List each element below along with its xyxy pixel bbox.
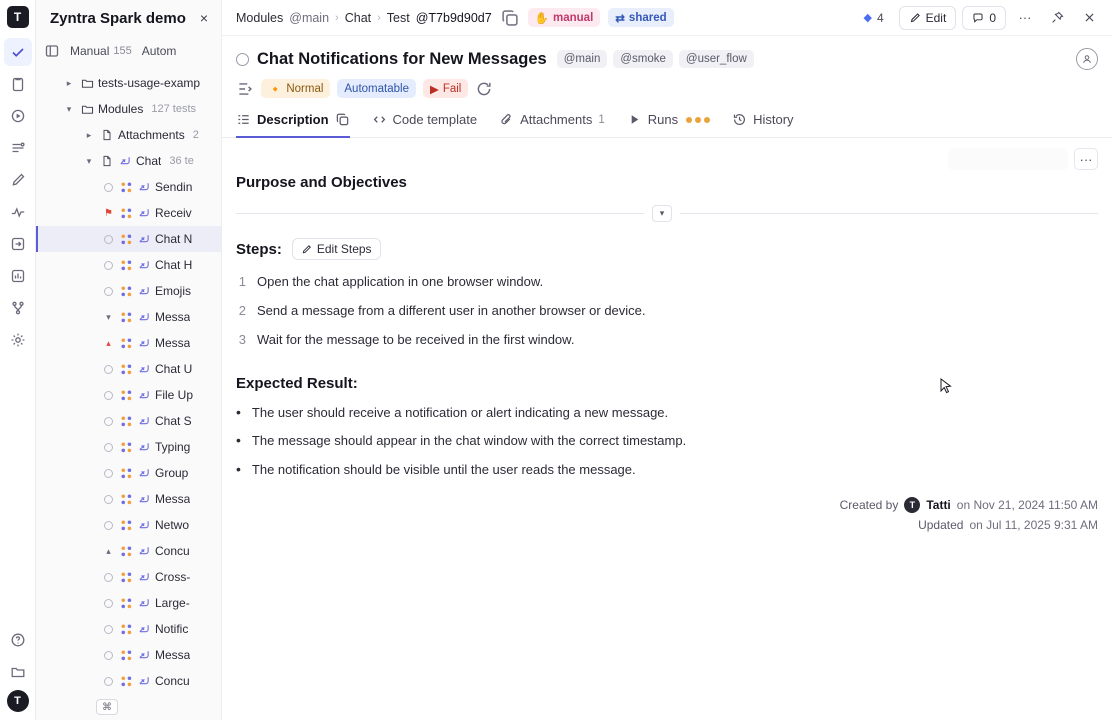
divider-left: [236, 213, 644, 214]
step-item: [236, 332, 1098, 347]
breadcrumb-modules[interactable]: Modules: [236, 10, 284, 25]
paperclip-icon: [499, 112, 514, 127]
flow-icon: [119, 440, 133, 454]
rail-item-settings[interactable]: [4, 326, 32, 354]
tree-node[interactable]: [36, 382, 221, 408]
updated-label: Updated: [918, 518, 964, 532]
step-text: Send a message from a different user in another browser or device.: [257, 303, 646, 318]
status-pending-icon[interactable]: [102, 235, 115, 244]
chip-shared[interactable]: [608, 8, 673, 27]
tab-attachments[interactable]: [499, 112, 605, 138]
step-number: 3: [238, 332, 246, 347]
tree-node[interactable]: [36, 122, 221, 148]
updated-line: [840, 518, 1098, 532]
tag-main[interactable]: @main: [557, 50, 608, 68]
tab-history-label: History: [753, 112, 794, 127]
rail-item-checks[interactable]: [4, 38, 32, 66]
content-toolbar: [948, 148, 1098, 170]
shared-arrow-icon: [137, 648, 151, 662]
play-triangle-icon: [627, 112, 642, 127]
tree-node[interactable]: [36, 356, 221, 382]
rail-item-activity[interactable]: [4, 198, 32, 226]
folder-icon: [80, 76, 94, 90]
step-text: Open the chat application in one browser window.: [257, 274, 544, 289]
rail-item-import[interactable]: [4, 230, 32, 258]
tree-node-label: Attachments: [118, 128, 185, 142]
shared-arrow-icon: [137, 466, 151, 480]
pin-icon[interactable]: [1044, 5, 1070, 31]
rail-item-runs[interactable]: [4, 102, 32, 130]
tree-node[interactable]: [36, 486, 221, 512]
author-name[interactable]: Tatti: [926, 498, 951, 512]
priority-badge[interactable]: [261, 79, 330, 98]
breadcrumb-sep-1: ›: [335, 11, 339, 24]
tree-node-label: Sendin: [155, 180, 193, 194]
tree-node[interactable]: [36, 174, 221, 200]
flow-icon: [119, 414, 133, 428]
rail-item-design[interactable]: [4, 166, 32, 194]
status-pending-icon[interactable]: [102, 651, 115, 660]
shared-arrow-icon: [118, 154, 132, 168]
step-text: Wait for the message to be received in the first window.: [257, 332, 575, 347]
pencil-icon: [909, 12, 921, 24]
status-pending-icon[interactable]: [102, 573, 115, 582]
sidebar-tab-manual-count: 155: [113, 45, 132, 57]
copy-small-icon[interactable]: [335, 112, 350, 127]
flow-icon: [119, 284, 133, 298]
tree-node[interactable]: [36, 148, 221, 174]
page-title: Chat Notifications for New Messages: [257, 49, 547, 68]
chevron-down-icon[interactable]: ▾: [652, 205, 672, 222]
close-icon[interactable]: ×: [199, 10, 209, 26]
created-line: [840, 497, 1098, 513]
avatar[interactable]: [1076, 48, 1098, 70]
shared-arrow-icon: [137, 180, 151, 194]
tree-node[interactable]: [36, 616, 221, 642]
step-number: 1: [238, 274, 246, 289]
tree-node[interactable]: [36, 70, 221, 96]
tree-node-label: Cross-: [155, 570, 191, 584]
app-logo: T: [7, 6, 29, 28]
shared-arrow-icon: [137, 570, 151, 584]
top-bar-actions: [854, 5, 1102, 31]
hand-icon: ✋: [534, 12, 550, 25]
tree-node-label: Group: [155, 466, 189, 480]
shared-arrow-icon: [137, 310, 151, 324]
status-chevron-up-icon[interactable]: ▴: [106, 545, 111, 556]
expected-text: The message should appear in the chat window with the correct timestamp.: [251, 433, 687, 449]
tab-description[interactable]: [236, 112, 350, 138]
list-item: [236, 433, 1098, 448]
status-pending-icon[interactable]: [102, 365, 115, 374]
more-icon[interactable]: ···: [1018, 10, 1032, 25]
tree-node[interactable]: [36, 96, 221, 122]
expected-heading: Expected Result:: [236, 375, 358, 392]
status-pending-icon[interactable]: [102, 677, 115, 686]
comment-icon: [972, 12, 984, 24]
tree-node-label: Chat: [136, 154, 162, 168]
breadcrumb-test-id: @T7b9d90d7: [415, 10, 492, 25]
updated-date: on Jul 11, 2025 9:31 AM: [969, 518, 1098, 532]
expected-text: The user should receive a notification or alert indicating a new message.: [251, 405, 669, 420]
shared-arrow-icon: [137, 414, 151, 428]
chevron-down-icon[interactable]: ▾: [66, 103, 72, 114]
refresh-icon[interactable]: [475, 80, 493, 98]
run-status-dots: [686, 117, 710, 123]
flow-icon: [119, 232, 133, 246]
shared-arrow-icon: [137, 284, 151, 298]
result-badge[interactable]: [423, 79, 468, 98]
tree-node-label: Messa: [155, 310, 191, 324]
tree-node-label: Concu: [155, 544, 190, 558]
shared-arrow-icon: [137, 544, 151, 558]
tab-attachments-count: 1: [598, 113, 605, 126]
title-row: [222, 36, 1112, 70]
edit-steps-label: Edit Steps: [316, 242, 372, 256]
tree-node[interactable]: [36, 226, 221, 252]
tree-node-label: Chat S: [155, 414, 192, 428]
status-pending-icon[interactable]: [102, 391, 115, 400]
chip-manual[interactable]: [528, 8, 601, 27]
chevron-right-icon[interactable]: ▸: [66, 77, 72, 88]
chip-manual-label: manual: [553, 11, 594, 24]
shared-arrow-icon: [137, 596, 151, 610]
tree-node[interactable]: [36, 330, 221, 356]
command-key[interactable]: ⌘: [96, 699, 118, 715]
tree-node-label: Receiv: [155, 206, 192, 220]
project-sidebar: [36, 0, 222, 720]
tab-description-label: Description: [257, 112, 329, 127]
status-pending-icon[interactable]: [102, 261, 115, 270]
tree-node-count: 2: [192, 129, 199, 141]
expected-list: [236, 405, 1098, 477]
purpose-collapse-row: [236, 205, 1098, 222]
run-dot-3: [704, 117, 710, 123]
status-pending-icon[interactable]: [102, 417, 115, 426]
author-avatar: T: [904, 497, 920, 513]
tag-smoke[interactable]: @smoke: [613, 50, 673, 68]
selection-indicator: [36, 226, 38, 252]
run-dot-1: [686, 117, 692, 123]
flow-icon: [119, 180, 133, 194]
close-panel-icon[interactable]: [1076, 5, 1102, 31]
tree-node[interactable]: [36, 642, 221, 668]
status-pending-icon[interactable]: [102, 183, 115, 192]
flow-icon: [119, 492, 133, 506]
breadcrumb-chat[interactable]: Chat: [344, 10, 372, 25]
top-bar: [222, 0, 1112, 36]
status-chevron-up-icon[interactable]: ▴: [106, 337, 111, 348]
chip-shared-label: shared: [628, 11, 667, 24]
share-icon: ⇄: [615, 12, 625, 25]
rail-item-flows[interactable]: [4, 134, 32, 162]
sidebar-tab-manual-label: Manual: [70, 44, 110, 58]
shared-arrow-icon: [137, 388, 151, 402]
tree-node[interactable]: [36, 278, 221, 304]
tree-node-label: Messa: [155, 492, 191, 506]
shared-arrow-icon: [137, 206, 151, 220]
rail-item-help[interactable]: [4, 626, 32, 654]
rail-item-clipboard[interactable]: [4, 70, 32, 98]
shared-arrow-icon: [137, 232, 151, 246]
shared-arrow-icon: [137, 674, 151, 688]
status-circle-icon[interactable]: [236, 53, 249, 66]
status-pending-icon[interactable]: [102, 287, 115, 296]
tree-node-label: Messa: [155, 336, 191, 350]
credits: [840, 492, 1098, 532]
tree-node-label: Notific: [155, 622, 189, 636]
sidebar-tabs: [36, 36, 221, 66]
content-area: [222, 138, 1112, 720]
flow-icon[interactable]: [236, 80, 254, 98]
tag-user-flow[interactable]: @user_flow: [679, 50, 754, 68]
breadcrumb-test[interactable]: Test: [386, 10, 410, 25]
steps-heading: Steps:: [236, 240, 282, 258]
status-flag-icon[interactable]: ⚑: [104, 207, 113, 219]
shared-arrow-icon: [137, 440, 151, 454]
shared-arrow-icon: [137, 622, 151, 636]
divider-right: [680, 213, 1098, 214]
status-pending-icon[interactable]: [102, 521, 115, 530]
tree-node-label: Netwo: [155, 518, 190, 532]
flow-icon: [119, 622, 133, 636]
tab-attachments-label: Attachments: [520, 112, 593, 127]
copy-icon[interactable]: [500, 8, 520, 28]
created-date: on Nov 21, 2024 11:50 AM: [956, 498, 1098, 512]
bullet-icon: •: [236, 432, 241, 449]
edit-steps-button[interactable]: [292, 238, 381, 260]
status-pending-icon[interactable]: [102, 495, 115, 504]
edit-button-label: Edit: [925, 10, 947, 25]
flow-icon: [119, 648, 133, 662]
shared-arrow-icon: [137, 362, 151, 376]
tab-runs[interactable]: [627, 112, 710, 138]
status-pending-icon[interactable]: [102, 469, 115, 478]
tree-node-label: Large-: [155, 596, 190, 610]
tree-node-count: 127 tests: [151, 103, 196, 115]
flow-icon: [119, 596, 133, 610]
tree-node[interactable]: [36, 538, 221, 564]
tree-node-label: Messa: [155, 648, 191, 662]
comments-count: 0: [989, 10, 996, 25]
sidebar-tab-automated-label: Autom: [141, 44, 177, 58]
bullet-icon: •: [236, 404, 241, 420]
tree-node-label: tests-usage-examp: [98, 76, 201, 90]
sidebar-tab-automated[interactable]: [142, 44, 177, 58]
tree-node-label: Chat N: [155, 232, 193, 246]
rail-item-branches[interactable]: [4, 294, 32, 322]
user-logo[interactable]: T: [7, 690, 29, 712]
breadcrumb: [236, 11, 492, 25]
created-by-label: Created by: [839, 498, 899, 512]
flow-icon: [119, 518, 133, 532]
step-item: [236, 303, 1098, 318]
play-icon: ▶: [429, 83, 439, 96]
layout-icon[interactable]: [44, 43, 60, 59]
tab-runs-label: Runs: [647, 112, 679, 127]
tree-node[interactable]: [36, 434, 221, 460]
step-number: 2: [238, 303, 246, 318]
flow-icon: [119, 258, 133, 272]
flow-icon: [119, 310, 133, 324]
diamond-icon: ◆: [863, 12, 872, 24]
breadcrumb-sep-2: ›: [377, 11, 381, 24]
tree-node[interactable]: [36, 304, 221, 330]
folder-icon: [80, 102, 94, 116]
tab-history[interactable]: [732, 112, 793, 138]
sidebar-tab-manual[interactable]: [70, 44, 132, 58]
purpose-heading: Purpose and Objectives: [236, 174, 407, 191]
project-title: Zyntra Spark demo: [50, 9, 186, 27]
list-item: [236, 405, 1098, 420]
tree-node-label: Modules: [98, 102, 144, 116]
tab-code-template[interactable]: [372, 112, 478, 138]
main-panel: [222, 0, 1112, 720]
result-label: Fail: [442, 82, 462, 95]
comments-button[interactable]: [962, 6, 1006, 30]
rail-item-files[interactable]: [4, 658, 32, 686]
tree-node-label: File Up: [155, 388, 194, 402]
tree-node-label: Typing: [155, 440, 191, 454]
tree-node[interactable]: [36, 460, 221, 486]
shared-arrow-icon: [137, 336, 151, 350]
chevron-down-icon[interactable]: ▾: [86, 155, 92, 166]
points-badge[interactable]: [854, 6, 892, 30]
tree-node-label: Concu: [155, 674, 190, 688]
automatable-badge[interactable]: Automatable: [337, 79, 416, 98]
toolbar-placeholder: [948, 148, 1068, 170]
flow-icon: [119, 362, 133, 376]
flow-icon: [119, 388, 133, 402]
tree-node[interactable]: [36, 564, 221, 590]
tree-node[interactable]: [36, 668, 221, 694]
rail-item-reports[interactable]: [4, 262, 32, 290]
tree-node[interactable]: [36, 590, 221, 616]
status-chevron-down-icon[interactable]: ▾: [106, 311, 111, 322]
file-icon: [100, 154, 114, 168]
meta-row: [222, 70, 1112, 98]
edit-button[interactable]: [899, 6, 957, 30]
tag-list: [557, 50, 754, 68]
test-tree[interactable]: [36, 66, 221, 694]
tree-node-label: Chat U: [155, 362, 193, 376]
priority-icon: 🔸: [268, 83, 283, 96]
flow-icon: [119, 674, 133, 688]
flow-icon: [119, 570, 133, 584]
tree-node-label: Chat H: [155, 258, 193, 272]
run-dot-2: [695, 117, 701, 123]
flow-icon: [119, 466, 133, 480]
breadcrumb-modules-branch: @main: [289, 10, 330, 25]
status-pending-icon[interactable]: [102, 443, 115, 452]
list-icon: [236, 112, 251, 127]
history-icon: [732, 112, 747, 127]
content-more-button[interactable]: ···: [1074, 148, 1098, 170]
tree-node[interactable]: [36, 200, 221, 226]
steps-row: [236, 238, 1098, 260]
flow-icon: [119, 336, 133, 350]
bullet-icon: •: [236, 460, 241, 477]
shared-arrow-icon: [137, 518, 151, 532]
tree-node-count: 36 te: [169, 155, 194, 167]
tree-node[interactable]: [36, 408, 221, 434]
shared-arrow-icon: [137, 258, 151, 272]
tab-code-template-label: Code template: [392, 112, 478, 127]
code-icon: [372, 112, 387, 127]
status-pending-icon[interactable]: [102, 599, 115, 608]
flow-icon: [119, 544, 133, 558]
expected-text: The notification should be visible until the user reads the message.: [251, 461, 636, 477]
tree-node[interactable]: [36, 252, 221, 278]
content-tabs: [222, 98, 1112, 138]
pencil-icon: [301, 244, 312, 255]
shared-arrow-icon: [137, 492, 151, 506]
points-count: 4: [876, 10, 884, 25]
icon-rail: [0, 0, 36, 720]
sidebar-header: [36, 0, 221, 36]
status-pending-icon[interactable]: [102, 625, 115, 634]
step-item: [236, 274, 1098, 289]
chevron-right-icon[interactable]: ▸: [86, 129, 92, 140]
file-icon: [100, 128, 114, 142]
priority-label: Normal: [286, 82, 324, 95]
sidebar-footer: [36, 694, 221, 720]
list-item: [236, 462, 1098, 477]
tree-node-label: Emojis: [155, 284, 192, 298]
flow-icon: [119, 206, 133, 220]
tree-node[interactable]: [36, 512, 221, 538]
